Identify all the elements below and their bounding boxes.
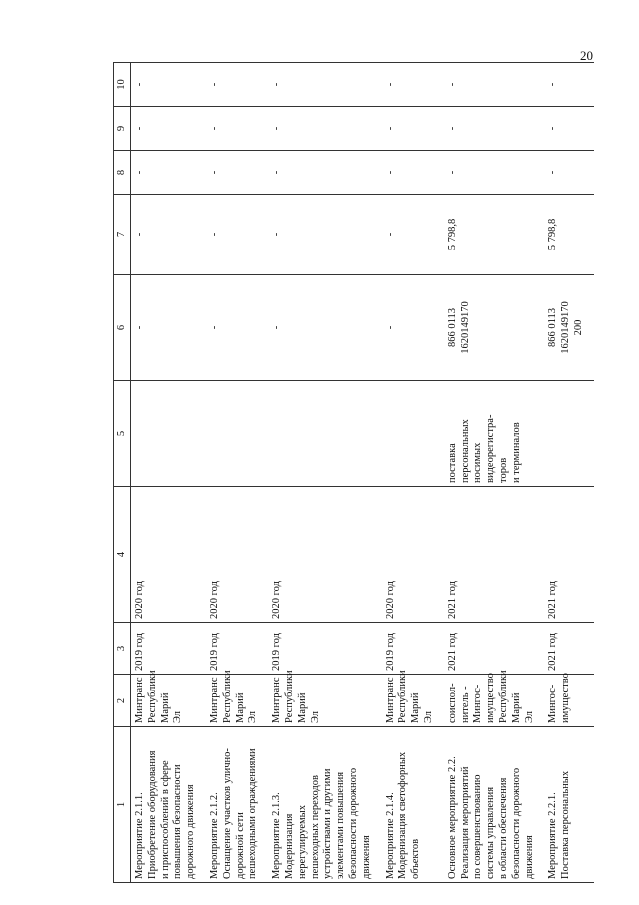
amount-cell: - [382, 151, 444, 195]
cell-text-line: безопасности дорожного [347, 767, 359, 879]
column-number: 6 [114, 275, 131, 381]
amount-cell: - [268, 195, 381, 275]
amount-cell: - [268, 63, 381, 107]
cell-text-line: Марий Эл [510, 692, 535, 723]
executor-cell [544, 675, 593, 727]
cell-text-line: Мероприятие 2.2.1. [547, 792, 559, 879]
amount-cell: - [131, 63, 206, 107]
cell-text-line: по совершенствованию [472, 774, 484, 879]
cell-text-line: Реализация мероприятий [459, 766, 471, 879]
cell-text-line: 200 [572, 319, 584, 336]
table-row [131, 63, 206, 883]
cell-text-line: Республики [497, 670, 509, 723]
cell-text-line: устройствами и другими [322, 768, 334, 879]
end-year-cell: 2020 год [206, 487, 268, 623]
amount-cell: - [382, 107, 444, 151]
cell-text-line: движения [360, 835, 372, 879]
budget-code-cell [268, 275, 381, 381]
end-year-cell: 2021 год [544, 487, 593, 623]
activity-name-cell [444, 727, 545, 883]
cell-text-line: Модернизация светофорных [397, 751, 409, 879]
column-number: 5 [114, 381, 131, 487]
budget-code-cell [544, 275, 593, 381]
column-number: 7 [114, 195, 131, 275]
cell-text-line: нитель - [459, 686, 471, 723]
cell-text-line: Марий Эл [159, 692, 184, 723]
cell-text-line: - [384, 325, 396, 330]
cell-text-line: Поставка персональных [560, 770, 572, 879]
cell-text-line: движения [523, 835, 535, 879]
column-number: 8 [114, 151, 131, 195]
amount-cell: - [131, 151, 206, 195]
executor-cell [268, 670, 381, 727]
cell-text-line: поставка [446, 443, 458, 483]
amount-cell: 5 798,8 [444, 195, 545, 275]
cell-text-line: торов [497, 457, 509, 483]
activity-name-cell [206, 727, 268, 883]
table-viewport [113, 63, 584, 883]
budget-code-cell [206, 275, 268, 381]
amount-cell: - [206, 63, 268, 107]
cell-text-line: Мероприятие 2.1.1. [134, 792, 145, 879]
amount-cell: - [382, 63, 444, 107]
cell-text-line: дорожного движения [185, 784, 197, 879]
cell-text-line: объектов [410, 838, 422, 879]
cell-text-line: Мероприятие 2.1.2. [208, 792, 220, 879]
cell-text-line: Республики [283, 670, 295, 723]
cell-text-line: 866 0113 [547, 308, 559, 347]
start-year-cell: 2019 год [131, 623, 206, 675]
cell-text-line: Приобретение оборудования [146, 750, 158, 879]
table-row [382, 63, 444, 883]
end-year-cell: 2020 год [382, 487, 444, 623]
executor-cell [206, 670, 268, 727]
cell-text-line: нерегулируемых [296, 805, 308, 879]
start-year-cell: 2021 год [544, 623, 593, 675]
activity-name-cell [268, 727, 381, 883]
cell-text-line: имущество [485, 673, 497, 723]
cell-text-line: Мингос- [547, 684, 559, 723]
executor-cell [444, 670, 545, 727]
cell-text-line: - [208, 325, 220, 330]
cell-text-line: пешеходных переходов [309, 775, 321, 879]
expected-result-cell [544, 381, 593, 487]
cell-text-line: элементами повышения [335, 771, 347, 879]
amount-cell: - [382, 195, 444, 275]
executor-cell [382, 670, 444, 727]
column-number: 2 [114, 675, 131, 727]
cell-text-line: и терминалов [510, 422, 522, 483]
amount-cell: - [131, 195, 206, 275]
amount-cell: - [268, 107, 381, 151]
expected-result-cell [382, 381, 444, 487]
cell-text-line: пешеходными ограждениями [247, 748, 259, 879]
activity-name-cell [544, 727, 593, 883]
column-number: 4 [114, 487, 131, 623]
cell-text-line: 866 0113 [446, 308, 458, 347]
table-row [268, 63, 381, 883]
cell-text-line: 1620149170 [459, 301, 471, 354]
cell-text-line: Мероприятие 2.1.4. [384, 792, 396, 879]
start-year-cell: 2019 год [382, 623, 444, 675]
cell-text-line: дорожной сети [234, 812, 246, 879]
cell-text-line: безопасности дорожного [510, 767, 522, 879]
cell-text-line: Марий Эл [234, 692, 259, 723]
cell-text-line: системы управления [485, 786, 497, 879]
column-number-row [114, 63, 131, 883]
start-year-cell: 2019 год [268, 623, 381, 675]
budget-code-cell [131, 275, 206, 381]
cell-text-line: - [134, 325, 145, 330]
cell-text-line: Модернизация [283, 813, 295, 879]
page-number: 20 [580, 48, 593, 63]
amount-cell: - [544, 63, 593, 107]
cell-text-line: имущество [560, 673, 572, 723]
amount-cell: - [206, 151, 268, 195]
activity-name-cell [131, 727, 206, 883]
cell-text-line: Оснащение участков улично- [221, 748, 233, 879]
cell-text-line: Республики [397, 670, 409, 723]
cell-text-line: Марий Эл [296, 692, 321, 723]
cell-text-line: Республики [221, 670, 233, 723]
amount-cell: - [268, 151, 381, 195]
amount-cell: - [544, 151, 593, 195]
cell-text-line: Республики [146, 670, 158, 723]
cell-text-line: соиспол- [446, 683, 458, 723]
budget-code-cell [444, 275, 545, 381]
column-number: 9 [114, 107, 131, 151]
budget-code-cell [382, 275, 444, 381]
amount-cell: - [131, 107, 206, 151]
expected-result-cell [268, 381, 381, 487]
table-body [131, 63, 594, 883]
cell-text-line: носимых [472, 442, 484, 483]
table-row [444, 63, 545, 883]
expected-result-cell [131, 381, 206, 487]
cell-text-line: Минтранс [271, 677, 283, 723]
start-year-cell: 2021 год [444, 623, 545, 675]
activity-name-cell [382, 727, 444, 883]
cell-text-line: Минтранс [134, 677, 145, 723]
cell-text-line: видеорегистра- [485, 414, 497, 483]
start-year-cell: 2019 год [206, 623, 268, 675]
cell-text-line: Минтранс [208, 677, 220, 723]
amount-cell: - [206, 195, 268, 275]
table-row [544, 63, 593, 883]
cell-text-line: 1620149170 [560, 301, 572, 354]
cell-text-line: и приспособлений в сфере [159, 760, 171, 879]
end-year-cell: 2021 год [444, 487, 545, 623]
expected-result-cell [444, 381, 545, 487]
cell-text-line: персональных [459, 419, 471, 483]
cell-text-line: повышения безопасности [172, 764, 184, 879]
end-year-cell: 2020 год [268, 487, 381, 623]
amount-cell: - [544, 107, 593, 151]
column-number: 1 [114, 727, 131, 883]
cell-text-line: Минтранс [384, 677, 396, 723]
amount-cell: - [206, 107, 268, 151]
amount-cell: - [444, 151, 545, 195]
end-year-cell: 2020 год [131, 487, 206, 623]
table-row [206, 63, 268, 883]
amount-cell: - [444, 107, 545, 151]
cell-text-line: Основное мероприятие 2.2. [446, 756, 458, 879]
executor-cell [131, 670, 206, 727]
cell-text-line: в области обеспечения [497, 777, 509, 879]
column-number: 10 [114, 63, 131, 107]
program-activities-table [113, 62, 594, 883]
cell-text-line: - [271, 325, 283, 330]
column-number: 3 [114, 623, 131, 675]
cell-text-line: Мероприятие 2.1.3. [271, 792, 283, 879]
amount-cell: 5 798,8 [544, 195, 593, 275]
expected-result-cell [206, 381, 268, 487]
amount-cell: - [444, 63, 545, 107]
rotated-table-container [113, 63, 584, 883]
cell-text-line: Мингос- [472, 684, 484, 723]
cell-text-line: Марий Эл [410, 692, 434, 723]
